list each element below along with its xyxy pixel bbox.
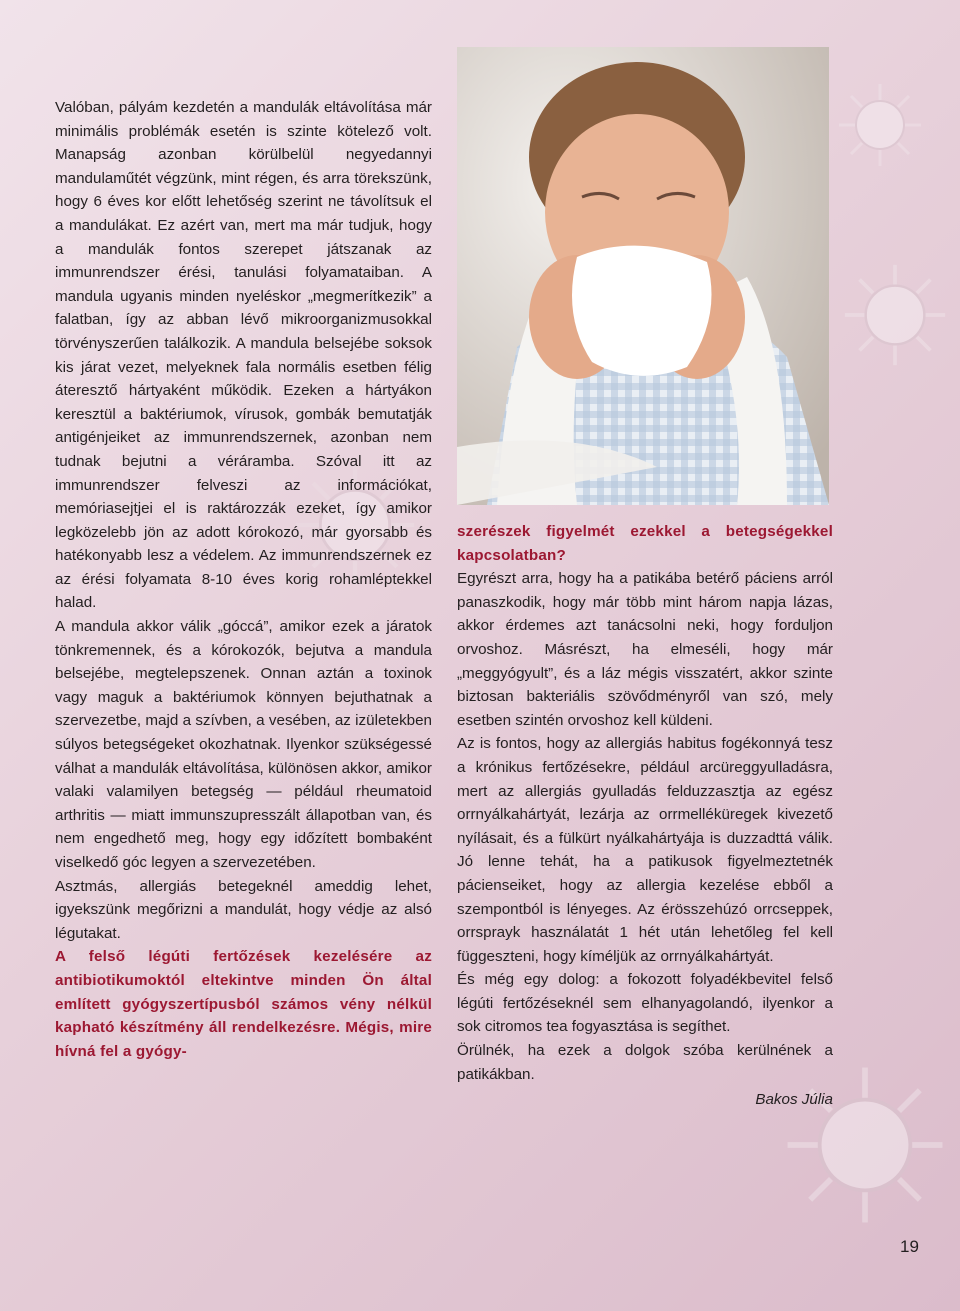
right-text-column [457, 520, 833, 1112]
interview-question-continued: szerészek figyelmét ezekkel a betegségekkel kapcsolatban? [457, 523, 833, 564]
photo-sneezing-child [457, 47, 829, 505]
virus-icon [840, 260, 950, 370]
left-text-column [55, 96, 432, 1063]
body-paragraph: Az is fontos, hogy az allergiás habitus fogékonnyá tesz a krónikus fertőzésekre, például arcüreggyulladásra, mert az allergiás gyulladás felduzzasztja az egész orrnyálkahártyát, lezárja az orrmelléküregek kivezető nyílásait, és a fülkürt nyálkahártyája is duzzadttá válik. Jó lenne tehát, ha a patikusok figyelmeztetnék pácienseiket, hogy az allergia kezelése ebből a szempontból is lényeges. Az érösszehúzó orrcseppek, orrsprayk használatát 1 hét után lehetőleg fel kell függeszteni, hogy kíméljük az orrnyálkahártyát. [457, 735, 833, 965]
virus-icon [835, 80, 925, 170]
body-paragraph: Egyrészt arra, hogy ha a patikába betérő páciens arról panaszkodik, hogy már több mint három napja lázas, akkor érdemes azt tanácsolni neki, hogy forduljon orvoshoz. Másrészt, ha elmeséli, hogy már „meggyógyult”, és a láz mégis visszatért, akkor szinte biztosan bakteriális szövődményről van szó, mely esetben szintén orvoshoz kell küldeni. [457, 570, 833, 729]
body-paragraph: Örülnék, ha ezek a dolgok szóba kerülnének a patikákban. [457, 1042, 833, 1083]
page-number: 19 [900, 1237, 919, 1256]
photo-illustration [457, 47, 829, 505]
body-paragraph: Valóban, pályám kezdetén a mandulák eltávolítása már minimális problémák esetén is szinte kötelező volt. Manapság azonban körülbelül negyedannyi mandulaműtét végzünk, mint régen, és arra törekszünk, hogy 6 éves kor előtt lehetőség szerint ne távolítsuk el a mandulákat. Ez azért van, mert ma már tudjuk, hogy a mandulák fontos szerepet játszanak az immunrendszer érési, tanulási folyamataiban. A mandula ugyanis minden nyeléskor „megmerítkezik” a falatban, így az abban lévő mikroorganizmusokkal törvényszerűen találkozik. A mandula belsejébe soksok kis járat vezet, melyeknek fala normális esetben félig áteresztő hártyaként működik. Ezeken a hártyákon keresztül a baktériumok, vírusok, gombák bemutatják antigénjeiket az immunrendszernek, azonban nem tudnak bejutni a véráramba. Szóval itt az immunrendszer felveszi az információkat, memóriasejtjei el is raktározzák ezeket, így amikor legközelebb jön az adott kórokozó, már gyorsabb és hatékonyabb lesz a védelem. Az immunrendszernek ez az érési folyamata 8-10 éves korig rohamléptekkel halad. [55, 99, 432, 612]
body-paragraph: A mandula akkor válik „góccá”, amikor ezek a járatok tönkremennek, és a kórokozók, bejutva a mandula belsejébe, megtelepszenek. Onnan aztán a toxinok vagy maguk a baktériumok könnyen bejuthatnak a szervezetbe, majd a szívben, a vesében, az izületekben súlyos betegségeket okozhatnak. Ilyenkor szükségessé válhat a mandulák eltávolítása, különösen akkor, amikor valaki valamilyen betegség — például rheumatoid arthritis — miatt immunszupresszált állapotban van, és nem engedhető meg, hogy egy időzített bombaként viselkedő góc legyen a szervezetében. [55, 618, 432, 871]
interview-question: A felső légúti fertőzések kezelésére az antibiotikumoktól eltekintve minden Ön által említett gyógyszertípusból számos vény nélkül kapható készítmény áll rendelkezésre. Mégis, mire hívná fel a gyógy- [55, 948, 432, 1060]
body-paragraph: És még egy dolog: a fokozott folyadékbevitel felső légúti fertőzéseknél sem elhanyagolandó, ilyenkor a sok citromos tea fogyasztása is segíthet. [457, 971, 833, 1036]
author-signature: Bakos Júlia [755, 1091, 833, 1109]
body-paragraph: Asztmás, allergiás betegeknél ameddig lehet, igyekszünk megőrizni a mandulát, hogy védje az alsó légutakat. [55, 877, 432, 942]
